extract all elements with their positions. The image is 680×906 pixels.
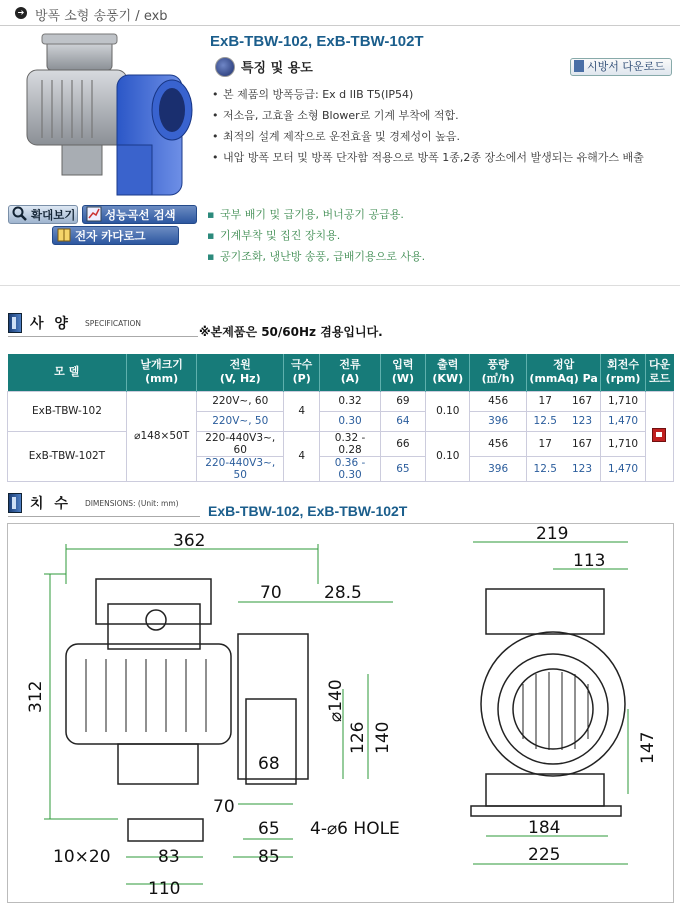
spec-download-button[interactable]: 시방서 다운로드 [570, 58, 672, 76]
magnifier-icon [12, 206, 28, 222]
dim-219: 219 [536, 524, 569, 544]
document-icon [574, 60, 584, 72]
col-header: 모 델 [8, 354, 127, 391]
rpm-cell: 1,470 [601, 411, 645, 431]
e-catalog-button[interactable]: 전자 카다로그 [52, 226, 179, 245]
rpm-cell: 1,710 [601, 431, 645, 456]
list-item: • 저소음, 고효율 소형 Blower로 기계 부착에 적합. [212, 108, 672, 123]
rpm-cell: 1,710 [601, 391, 645, 411]
arrow-bullet-icon: ➔ [15, 7, 27, 19]
input-cell: 66 [380, 431, 425, 456]
dim-312: 312 [26, 680, 46, 713]
uses-list [207, 207, 667, 270]
dim-126: 126 [348, 721, 368, 754]
list-item: • 본 제품의 방폭등급: Ex d IIB T5(IP54) [212, 87, 672, 102]
col-header: 다운 로드 [645, 354, 673, 391]
slot-label: 10×20 [53, 847, 111, 867]
dim-83: 83 [158, 847, 180, 867]
list-item: • 내압 방폭 모터 및 방폭 단자함 적용으로 방폭 1종,2종 장소에서 발생되는 유해가스 배출 [212, 150, 672, 165]
output-cell: 0.10 [426, 431, 470, 481]
col-header: 출력 (KW) [426, 354, 470, 391]
pressure-cell: 12.5 123 [526, 411, 601, 431]
dim-70b: 70 [213, 797, 235, 817]
dim-dia140: ⌀140 [326, 679, 346, 722]
col-header: 정압 (mmAq) Pa [526, 354, 601, 391]
pressure-cell: 12.5 123 [526, 456, 601, 481]
performance-curve-button[interactable]: 성능곡선 검색 [82, 205, 197, 224]
dim-28-5: 28.5 [324, 583, 362, 603]
poles-cell: 4 [284, 431, 320, 481]
dim-140: 140 [373, 721, 393, 754]
current-cell: 0.36 - 0.30 [320, 456, 380, 481]
col-header: 날개크기 (mm) [126, 354, 197, 391]
table-row [8, 391, 674, 411]
model-cell: ExB-TBW-102T [8, 431, 127, 481]
input-cell: 64 [380, 411, 425, 431]
spec-note: ※본제품은 50/60Hz 겸용입니다. [199, 325, 383, 339]
list-item: • 최적의 설계 제작으로 운전효율 및 경제성이 높음. [212, 129, 672, 144]
hole-label: 4-⌀6 HOLE [310, 819, 400, 839]
dim-85: 85 [258, 847, 280, 867]
spec-table [7, 354, 674, 482]
model-cell: ExB-TBW-102 [8, 391, 127, 431]
chart-icon [86, 206, 102, 222]
list-item: ▪ 기계부착 및 집진 장치용. [207, 228, 667, 243]
features-list [212, 87, 672, 171]
power-cell: 220V~, 60 [197, 391, 284, 411]
dim-225: 225 [528, 845, 561, 865]
current-cell: 0.32 - 0.28 [320, 431, 380, 456]
table-header-row [8, 354, 674, 391]
technical-drawing [8, 524, 673, 902]
col-header: 극수 (P) [284, 354, 320, 391]
current-cell: 0.32 [320, 391, 380, 411]
disc-icon [215, 57, 235, 77]
dimensions-section-header: 치 수 DIMENSIONS: (Unit: mm) [8, 493, 200, 517]
input-cell: 65 [380, 456, 425, 481]
list-item: ▪ 공기조화, 냉난방 송풍, 급배기용으로 사용. [207, 249, 667, 264]
current-cell: 0.30 [320, 411, 380, 431]
side-view [471, 589, 625, 816]
flow-cell: 456 [470, 391, 526, 411]
col-header: 입력 (W) [380, 354, 425, 391]
col-header: 풍량 (㎥/h) [470, 354, 526, 391]
flow-cell: 396 [470, 456, 526, 481]
product-title: ExB-TBW-102, ExB-TBW-102T [210, 33, 424, 50]
list-item: ▪ 국부 배기 및 급기용, 버너공기 공급용. [207, 207, 667, 222]
download-cell[interactable] [645, 391, 673, 481]
input-cell: 69 [380, 391, 425, 411]
product-photo [22, 30, 197, 200]
dim-184: 184 [528, 818, 561, 838]
poles-cell: 4 [284, 391, 320, 431]
dim-147: 147 [638, 731, 658, 764]
zoom-button[interactable]: 확대보기 [8, 205, 78, 224]
breadcrumb-text: 방폭 소형 송풍기 / exb [35, 9, 168, 24]
col-header: 회전수 (rpm) [601, 354, 645, 391]
dimensions-model-title: ExB-TBW-102, ExB-TBW-102T [208, 503, 408, 519]
output-cell: 0.10 [426, 391, 470, 431]
flow-cell: 456 [470, 431, 526, 456]
book-icon [56, 227, 72, 243]
impeller-cell: ⌀148×50T [126, 391, 197, 481]
flow-cell: 396 [470, 411, 526, 431]
dim-110: 110 [148, 879, 181, 899]
col-header: 전류 (A) [320, 354, 380, 391]
dim-68: 68 [258, 754, 280, 774]
dim-362: 362 [173, 531, 206, 551]
col-header: 전원 (V, Hz) [197, 354, 284, 391]
dim-70: 70 [260, 583, 282, 603]
power-cell: 220V~, 50 [197, 411, 284, 431]
dim-113: 113 [573, 551, 606, 571]
table-row [8, 431, 674, 456]
dim-65: 65 [258, 819, 280, 839]
spec-section-header: 사 양 SPECIFICATION [8, 313, 198, 337]
section-marker-icon [8, 493, 22, 513]
pdf-download-icon[interactable] [652, 428, 666, 442]
dimension-drawing [7, 523, 674, 903]
power-cell: 220-440V3~, 60 [197, 431, 284, 456]
section-marker-icon [8, 313, 22, 333]
power-cell: 220-440V3~, 50 [197, 456, 284, 481]
rpm-cell: 1,470 [601, 456, 645, 481]
divider [0, 285, 680, 286]
front-view [66, 579, 308, 841]
breadcrumb [0, 0, 680, 26]
pressure-cell: 17 167 [526, 391, 601, 411]
features-heading: 특징 및 용도 [215, 57, 313, 77]
pressure-cell: 17 167 [526, 431, 601, 456]
